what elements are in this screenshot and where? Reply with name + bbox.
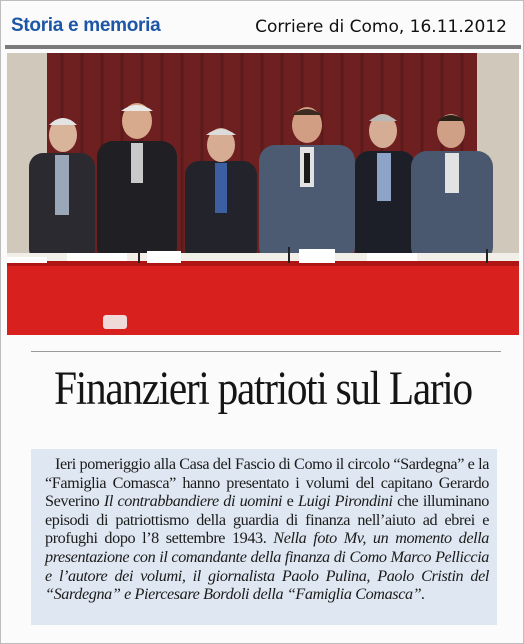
caption-text <box>45 455 489 604</box>
clipping-header <box>5 5 521 43</box>
caption-segment: che illuminano episodi di patriottismo della guardia di finanza nell’aiuto ad ebrei e profughi dopo l’8 settembre 1943. <box>45 492 489 548</box>
caption-segment: Il contrabbandiere di uomini <box>103 492 283 511</box>
source-label: Corriere di Como, 16.11.2012 <box>255 17 507 37</box>
red-tablecloth <box>7 261 519 335</box>
caption-segment: Luigi Pirondini <box>297 492 393 511</box>
caption-segment: Ieri pomeriggio alla Casa del Fascio di Como il circolo “Sardegna” e la “Famiglia Comasca” hanno presentato i volumi del capitano Gerardo Severino <box>45 455 489 511</box>
caption-segment: e <box>282 492 298 511</box>
section-label: Storia e memoria <box>11 15 161 36</box>
caption-segment: Nella foto Mv, un momento della presentazione con il comandante della finanza di Como Marco Pelliccia e l’autore dei volumi, il giornalista Paolo Pulina, Paolo Cristin del “Sardegna” e Piercesare Bordoli della “Famiglia Comasca”. <box>45 529 489 604</box>
photo-illustration <box>7 53 519 335</box>
article-headline: Finanzieri patrioti sul Lario <box>54 362 472 415</box>
news-photo <box>7 53 519 335</box>
headline-rule-top <box>31 351 501 352</box>
article-caption <box>31 449 497 625</box>
header-rule <box>5 45 521 49</box>
